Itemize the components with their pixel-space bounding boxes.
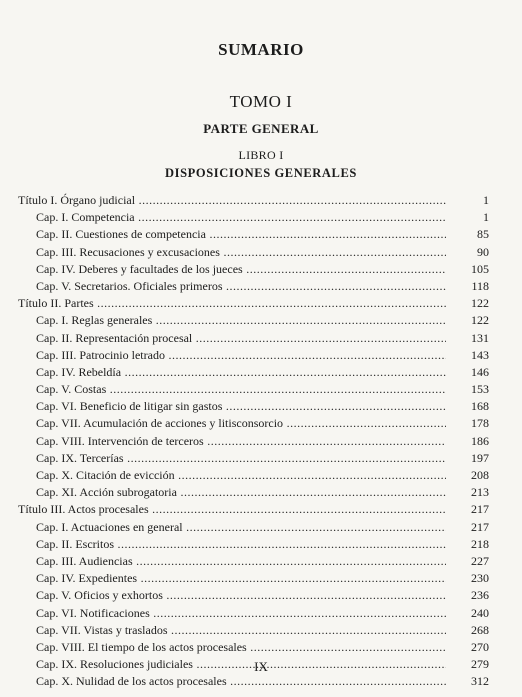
toc-entry-label: Cap. IV. Expedientes ..... [36, 570, 446, 587]
toc-entry-page: 236 [471, 588, 489, 603]
toc-chapter-entry [0, 450, 522, 467]
toc-entry-page: 208 [471, 468, 489, 482]
toc-entry-label: Cap. VIII. Intervención de terceros ..... [36, 433, 446, 450]
page-number: IX [254, 659, 268, 674]
toc-entry-page: 143 [471, 347, 489, 362]
toc-chapter-entry [0, 415, 522, 432]
toc-entry-page: 90 [477, 244, 489, 259]
page-title: SUMARIO [218, 40, 304, 59]
toc-chapter-entry [0, 553, 522, 570]
toc-entry-label: Cap. V. Costas ..... [36, 381, 446, 398]
toc-entry-label: Cap. IX. Tercerías ..... [36, 450, 446, 467]
toc-entry-label: Cap. IX. Resoluciones judiciales ..... [36, 656, 446, 673]
toc-entry-page: 217 [471, 502, 489, 517]
toc-entry-page: 1 [483, 210, 489, 225]
toc-chapter-entry [0, 587, 522, 604]
toc-title-entry [0, 501, 522, 518]
toc-entry-label: Título I. Órgano judicial ..... [18, 192, 446, 209]
toc-entry-page: 268 [471, 622, 489, 637]
table-of-contents [0, 192, 522, 690]
toc-entry-label: Cap. I. Competencia ..... [36, 209, 446, 226]
toc-chapter-entry [0, 536, 522, 553]
toc-chapter-entry [0, 433, 522, 450]
toc-entry-label: Cap. III. Recusaciones y excusaciones ..... [36, 244, 446, 261]
toc-entry-page: 1 [483, 193, 489, 207]
toc-chapter-entry [0, 519, 522, 536]
toc-entry-page: 186 [471, 433, 489, 448]
toc-entry-page: 270 [471, 639, 489, 654]
toc-entry-label: Título III. Actos procesales ..... [18, 501, 446, 518]
toc-entry-page: 218 [471, 536, 489, 551]
part-heading: PARTE GENERAL [203, 121, 319, 136]
book-heading: LIBRO I [238, 148, 284, 162]
toc-chapter-entry [0, 364, 522, 381]
toc-entry-page: 122 [471, 296, 489, 311]
toc-chapter-entry [0, 261, 522, 278]
toc-entry-page: 197 [471, 450, 489, 465]
toc-entry-label: Cap. VI. Beneficio de litigar sin gastos ..... [36, 398, 446, 415]
toc-chapter-entry [0, 278, 522, 295]
toc-entry-label: Cap. V. Secretarios. Oficiales primeros ..... [36, 278, 446, 295]
toc-chapter-entry [0, 312, 522, 329]
toc-chapter-entry [0, 484, 522, 501]
toc-title-entry [0, 295, 522, 312]
toc-entry-page: 85 [477, 227, 489, 242]
toc-chapter-entry [0, 639, 522, 656]
toc-entry-page: 168 [471, 399, 489, 414]
toc-chapter-entry [0, 226, 522, 243]
toc-entry-page: 312 [471, 674, 489, 689]
toc-entry-label: Cap. X. Nulidad de los actos procesales ..... [36, 673, 446, 690]
toc-entry-page: 217 [471, 519, 489, 534]
toc-entry-label: Cap. III. Audiencias ..... [36, 553, 446, 570]
toc-entry-label: Cap. VII. Vistas y traslados ..... [36, 622, 446, 639]
toc-entry-label: Cap. I. Reglas generales ..... [36, 312, 446, 329]
toc-chapter-entry [0, 398, 522, 415]
toc-chapter-entry [0, 209, 522, 226]
toc-title-entry [0, 192, 522, 209]
toc-chapter-entry [0, 347, 522, 364]
toc-entry-page: 240 [471, 605, 489, 620]
toc-entry-label: Cap. VI. Notificaciones ..... [36, 605, 446, 622]
toc-entry-page: 122 [471, 313, 489, 328]
toc-entry-label: Cap. IV. Rebeldía ..... [36, 364, 446, 381]
toc-entry-label: Cap. I. Actuaciones en general ..... [36, 519, 446, 536]
toc-entry-page: 230 [471, 571, 489, 586]
toc-entry-page: 146 [471, 364, 489, 379]
toc-entry-label: Cap. V. Oficios y exhortos ..... [36, 587, 446, 604]
toc-entry-page: 153 [471, 382, 489, 397]
toc-entry-page: 118 [471, 278, 489, 293]
toc-entry-label: Cap. VIII. El tiempo de los actos procesales ..... [36, 639, 446, 656]
volume-heading: TOMO I [229, 92, 293, 111]
toc-entry-label: Cap. II. Cuestiones de competencia ..... [36, 226, 446, 243]
toc-chapter-entry [0, 673, 522, 690]
toc-entry-label: Cap. X. Citación de evicción ..... [36, 467, 446, 484]
toc-entry-page: 227 [471, 553, 489, 568]
toc-entry-page: 178 [471, 416, 489, 431]
toc-entry-label: Cap. II. Escritos ..... [36, 536, 446, 553]
toc-chapter-entry [0, 467, 522, 484]
toc-chapter-entry [0, 244, 522, 261]
toc-entry-label: Cap. XI. Acción subrogatoria ..... [36, 484, 446, 501]
toc-entry-page: 213 [471, 485, 489, 500]
book-title: DISPOSICIONES GENERALES [165, 166, 357, 180]
toc-entry-page: 105 [471, 261, 489, 276]
toc-entry-page: 279 [471, 657, 489, 672]
toc-chapter-entry [0, 381, 522, 398]
toc-entry-page: 131 [471, 330, 489, 345]
toc-chapter-entry [0, 605, 522, 622]
toc-chapter-entry [0, 570, 522, 587]
toc-chapter-entry [0, 330, 522, 347]
toc-chapter-entry [0, 622, 522, 639]
toc-entry-label: Cap. III. Patrocinio letrado ..... [36, 347, 446, 364]
toc-entry-label: Cap. VII. Acumulación de acciones y litisconsorcio ..... [36, 415, 446, 432]
toc-entry-label: Cap. II. Representación procesal ..... [36, 330, 446, 347]
toc-entry-label: Título II. Partes ..... [18, 295, 446, 312]
toc-entry-label: Cap. IV. Deberes y facultades de los jueces ..... [36, 261, 446, 278]
